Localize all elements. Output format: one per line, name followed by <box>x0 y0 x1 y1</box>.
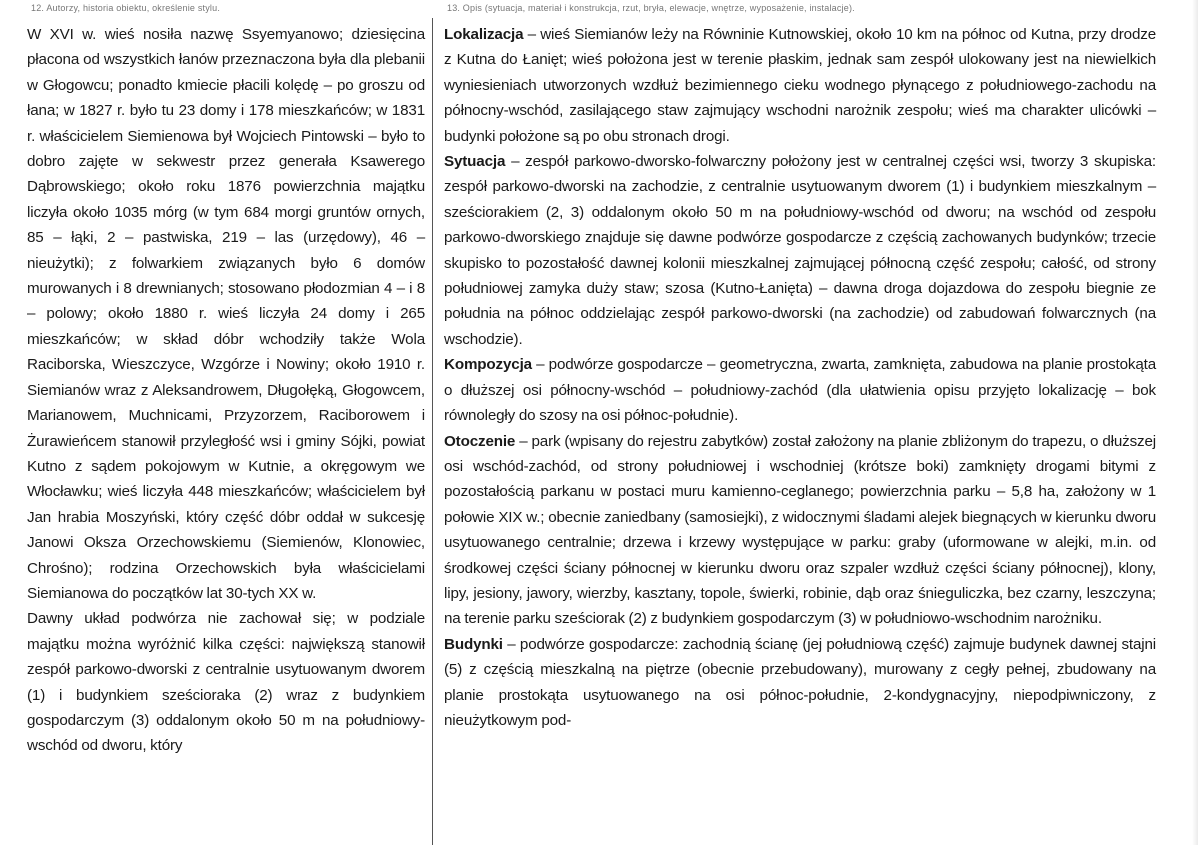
section-text: – podwórze gospodarcze: zachodnią ścianę (jej południową część) zajmuje budynek dawnej stajni (5) z częścią mieszkalną na piętrze (obecnie przebudowany), murowany z cegły pełnej, zbudowany na planie prostokąta usytuowanego na osi północ-południe, 2-kondygnacyjny, niepodpiwniczony, z nieużytkowym pod- <box>444 635 1156 729</box>
left-column <box>27 22 425 759</box>
section-text: – park (wpisany do rejestru zabytków) został założony na planie zbliżonym do trapezu, o dłuższej osi wschód-zachód, od strony południowej i wschodniej (krótsze boki) zamknięty drogami bitymi z pozostałością parkanu w postaci muru kamienno-ceglanego; powierzchnia parku – 5,8 ha, założony w 1 połowie XIX w.; obecnie zaniedbany (samosiejki), z widocznymi śladami alejek biegnących w kierunku dworu usytuowanego centralnie; drzewa i krzewy występujące w parku: graby (uformowane w alejki, m.in. od środkowej części ściany północnej w kierunku dworu oraz szpaler wzdłuż części ściany północnej), klony, lipy, jesiony, jawory, wierzby, kasztany, topole, świerki, robinie, dąb oraz śnieguliczka, bez czarny, leszczyna; na terenie parku sześciorak (2) z budynkiem gospodarczym (3) w południowo-wschodnim narożniku. <box>444 432 1156 628</box>
section-budynki <box>444 632 1156 734</box>
section-sytuacja <box>444 149 1156 352</box>
section-otoczenie <box>444 429 1156 632</box>
right-column-header: 13. Opis (sytuacja, materiał i konstrukcja, rzut, bryła, elewacje, wnętrze, wyposażenie, instalacje). <box>447 3 855 13</box>
column-divider <box>432 18 433 845</box>
layout-paragraph: Dawny układ podwórza nie zachował się; w podziale majątku można wyróżnić kilka części: największą stanowił zespół parkowo-dworski z centralnie usytuowanym dworem (1) i budynkiem sześcioraka (2) wraz z budynkiem gospodarczym (3) oddalonym około 50 m na południowy-wschód od dworu, który <box>27 610 425 755</box>
section-term: Lokalizacja <box>444 26 524 43</box>
left-column-header: 12. Autorzy, historia obiektu, określenie stylu. <box>31 3 221 13</box>
section-text: – zespół parkowo-dworsko-folwarczny położony jest w centralnej części wsi, tworzy 3 skupiska: zespół parkowo-dworski na zachodzie, z centralnie usytuowanym dworem (1) i budynkiem mieszkalnym – sześciorakiem (2, 3) oddalonym około 50 m na południowy-wschód od dworu; na wschód od zespołu parkowo-dworskiego znajduje się dawne podwórze gospodarcze z częścią zachowanych budynków; trzecie skupisko to pozostałość dawnej kolonii mieszkalnej zajmującej północną część zespołu; całość, od strony południowej zamyka duży staw; szosa (Kutno-Łanięta) – dawna droga dojazdowa do zespołu biegnie ze południa na północ oddzielając zespół parkowo-dworski (na zachodzie) od zabudowań folwarcznych (na wschodzie). <box>444 153 1156 348</box>
section-kompozycja <box>444 352 1156 428</box>
right-column <box>444 22 1156 733</box>
section-term: Sytuacja <box>444 153 506 171</box>
section-term: Budynki <box>444 635 503 653</box>
section-text: – wieś Siemianów leży na Równinie Kutnowskiej, około 10 km na północ od Kutna, przy drodze z Kutna do Łanięt; wieś położona jest w terenie płaskim, jednak sam zespół ulokowany jest na niewielkich wyniesieniach utworzonych wzdłuż bezimiennego cieku wodnego płynącego z południowego-zachodu na północny-wschód, zasilającego staw zajmujący wschodni narożnik zespołu; wieś ma charakter ulicówki – budynki położone są po obu stronach drogi. <box>444 26 1156 145</box>
section-text: – podwórze gospodarcze – geometryczna, zwarta, zamknięta, zabudowa na planie prostokąta o dłuższej osi północny-wschód – południowy-zachód (dla ułatwienia opisu przyjęto lokalizację – bok równoległy do szosy na osi północ-południe). <box>444 356 1156 425</box>
scan-edge-shadow <box>1192 0 1198 845</box>
history-paragraph: W XVI w. wieś nosiła nazwę Ssyemyanowo; dziesięcina płacona od wszystkich łanów przeznaczona była dla plebanii w Głogowcu; ponadto kmiecie płacili kolędę – po groszu od łana; w 1827 r. było tu 23 domy i 178 mieszkańców; w 1831 r. właścicielem Siemienowa był Wojciech Pintowski – było to dobro zajęte w sekwestr przez generała Ksawerego Dąbrowskiego; około roku 1876 powierzchnia majątku liczyła około 1035 mórg (w tym 684 morgi gruntów ornych, 85 – łąki, 2 – pastwiska, 219 – las (urzędowy), 46 – nieużytki); z folwarkiem związanych było 6 domów murowanych i 8 drewnianych; stosowano płodozmian 4 – i 8 – polowy; około 1880 r. wieś liczyła 24 domy i 265 mieszkańców; w skład dóbr wchodziły także Wola Raciborska, Wieszczyce, Wzgórze i Nowiny; około 1910 r. Siemianów wraz z Aleksandrowem, Długołęką, Głogowcem, Marianowem, Muchnicami, Przyzorzem, Raciborowem i Żurawieńcem stanowił przyległość wsi i gminy Sójki, powiat Kutno z sądem pokojowym w Kutnie, a okręgowym we Włocławku; wieś liczyła 448 mieszkańców; właścicielem był Jan hrabia Moszyński, który część dóbr oddał w sukcesję Janowi Oksza Orzechowskiemu (Siemienów, Klonowiec, Chrośno); rodzina Orzechowskich była właścicielami Siemianowa do początków lat 30-tych XX w. <box>27 26 425 602</box>
section-lokalizacja <box>444 22 1156 149</box>
section-term: Otoczenie <box>444 432 516 450</box>
section-term: Kompozycja <box>444 356 532 374</box>
